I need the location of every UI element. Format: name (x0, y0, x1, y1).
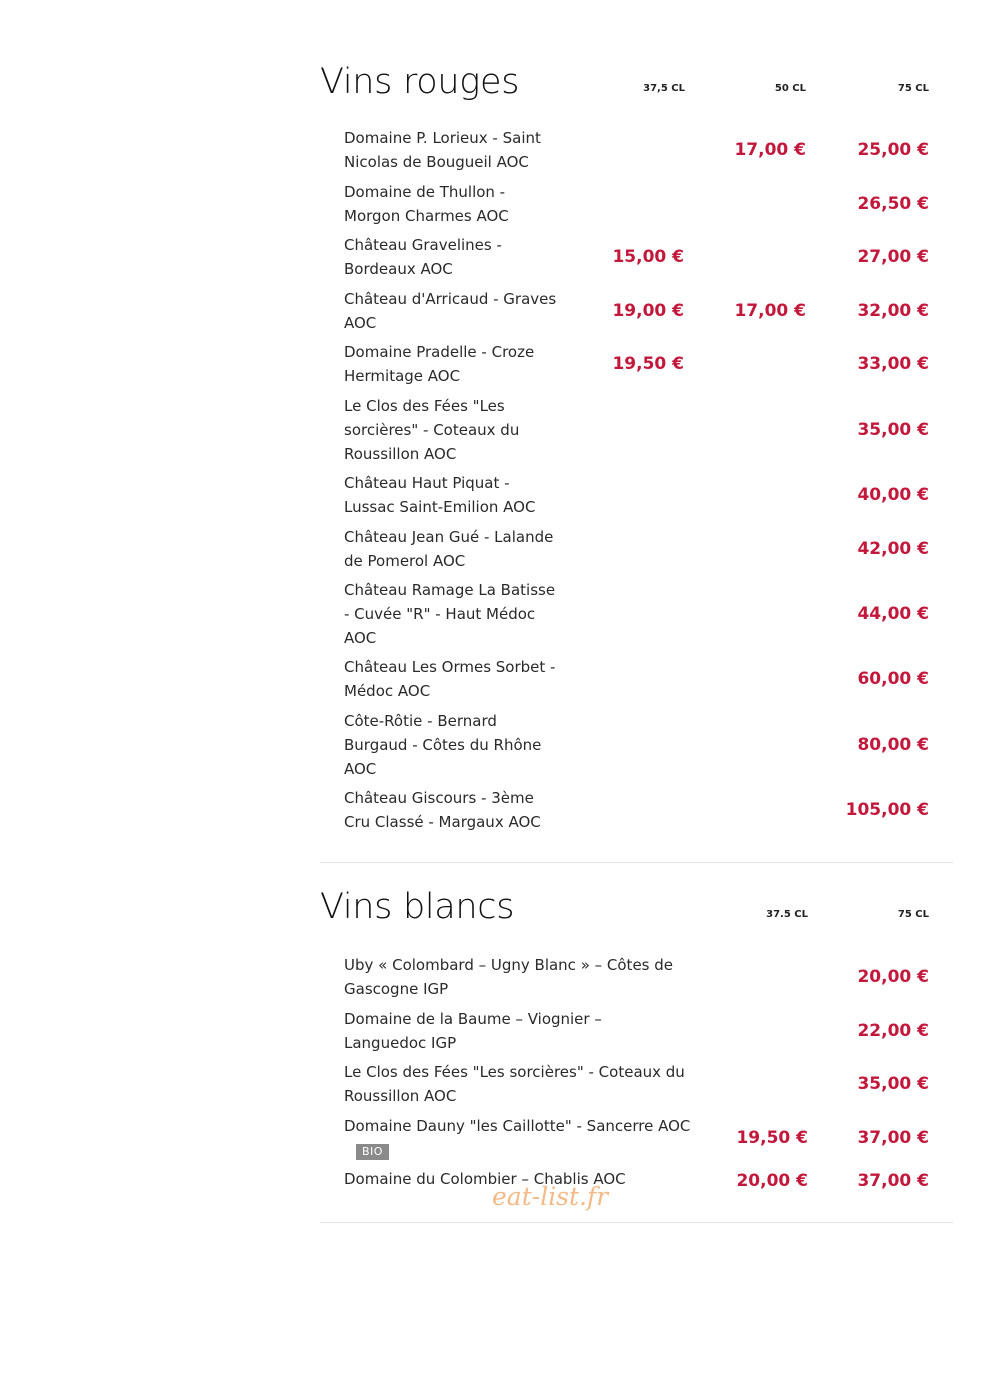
section-vins-rouges (320, 60, 953, 863)
wine-name: Château Haut Piquat - Lussac Saint-Emilion AOC (344, 474, 536, 516)
price-37-5cl: 19,00 € (612, 301, 684, 321)
price-37-5cl: 15,00 € (612, 247, 684, 267)
wine-name: Domaine Pradelle - Croze Hermitage AOC (344, 343, 535, 385)
price-75cl: 27,00 € (857, 247, 929, 267)
price-75cl: 44,00 € (857, 604, 929, 624)
wine-name: Château Gravelines - Bordeaux AOC (344, 236, 502, 278)
wine-name: Château Les Ormes Sorbet - Médoc AOC (344, 658, 556, 700)
price-50cl: 17,00 € (734, 301, 806, 321)
wine-name: Le Clos des Fées "Les sorcières" - Coteaux du Roussillon AOC (344, 397, 520, 463)
bio-badge: BIO (356, 1144, 389, 1160)
price-75cl: 105,00 € (845, 800, 929, 820)
wine-name: Le Clos des Fées "Les sorcières" - Coteaux du Roussillon AOC (344, 1063, 685, 1105)
column-header-75cl: 75 CL (897, 83, 929, 94)
section-vins-blancs (320, 885, 953, 1225)
wine-name: Domaine de la Baume – Viognier – Languedoc IGP (344, 1010, 602, 1052)
price-75cl: 60,00 € (857, 669, 929, 689)
wine-name: Domaine de Thullon - Morgon Charmes AOC (344, 183, 509, 225)
section-title: Vins blancs (320, 887, 515, 927)
price-37-5cl: 19,50 € (736, 1128, 808, 1148)
column-header-37-5cl: 37.5 CL (766, 909, 808, 920)
price-75cl: 37,00 € (857, 1128, 929, 1148)
wine-name: Uby « Colombard – Ugny Blanc » – Côtes de Gascogne IGP (344, 956, 674, 998)
wine-name: Domaine du Colombier – Chablis AOC (344, 1170, 626, 1188)
price-75cl: 20,00 € (857, 967, 929, 987)
price-75cl: 37,00 € (857, 1171, 929, 1191)
column-header-75cl: 75 CL (897, 909, 929, 920)
column-header-50cl: 50 CL (774, 83, 806, 94)
price-37-5cl: 20,00 € (736, 1171, 808, 1191)
price-75cl: 32,00 € (857, 301, 929, 321)
price-75cl: 26,50 € (857, 194, 929, 214)
price-75cl: 35,00 € (857, 1074, 929, 1094)
price-75cl: 25,00 € (857, 140, 929, 160)
price-75cl: 22,00 € (857, 1021, 929, 1041)
wine-name: Château Jean Gué - Lalande de Pomerol AOC (344, 528, 554, 570)
section-divider (320, 862, 953, 863)
price-75cl: 40,00 € (857, 485, 929, 505)
wine-name: Domaine P. Lorieux - Saint Nicolas de Bougueil AOC (344, 129, 541, 171)
section-divider (320, 1222, 953, 1223)
watermark: eat-list.fr (492, 1182, 609, 1211)
wine-name: Château d'Arricaud - Graves AOC (344, 290, 557, 332)
wine-name (344, 1114, 704, 1162)
wine-name: Château Ramage La Batisse - Cuvée "R" - Haut Médoc AOC (344, 581, 556, 647)
price-75cl: 35,00 € (857, 420, 929, 440)
price-75cl: 80,00 € (857, 735, 929, 755)
wine-name-text: Domaine Dauny "les Caillotte" - Sancerre AOC (344, 1117, 691, 1135)
price-75cl: 42,00 € (857, 539, 929, 559)
wine-name: Château Giscours - 3ème Cru Classé - Margaux AOC (344, 789, 541, 831)
column-header-37-5cl: 37,5 CL (643, 83, 685, 94)
price-75cl: 33,00 € (857, 354, 929, 374)
wine-name: Côte-Rôtie - Bernard Burgaud - Côtes du Rhône AOC (344, 712, 542, 778)
price-50cl: 17,00 € (734, 140, 806, 160)
price-37-5cl: 19,50 € (612, 354, 684, 374)
section-title: Vins rouges (320, 62, 520, 102)
